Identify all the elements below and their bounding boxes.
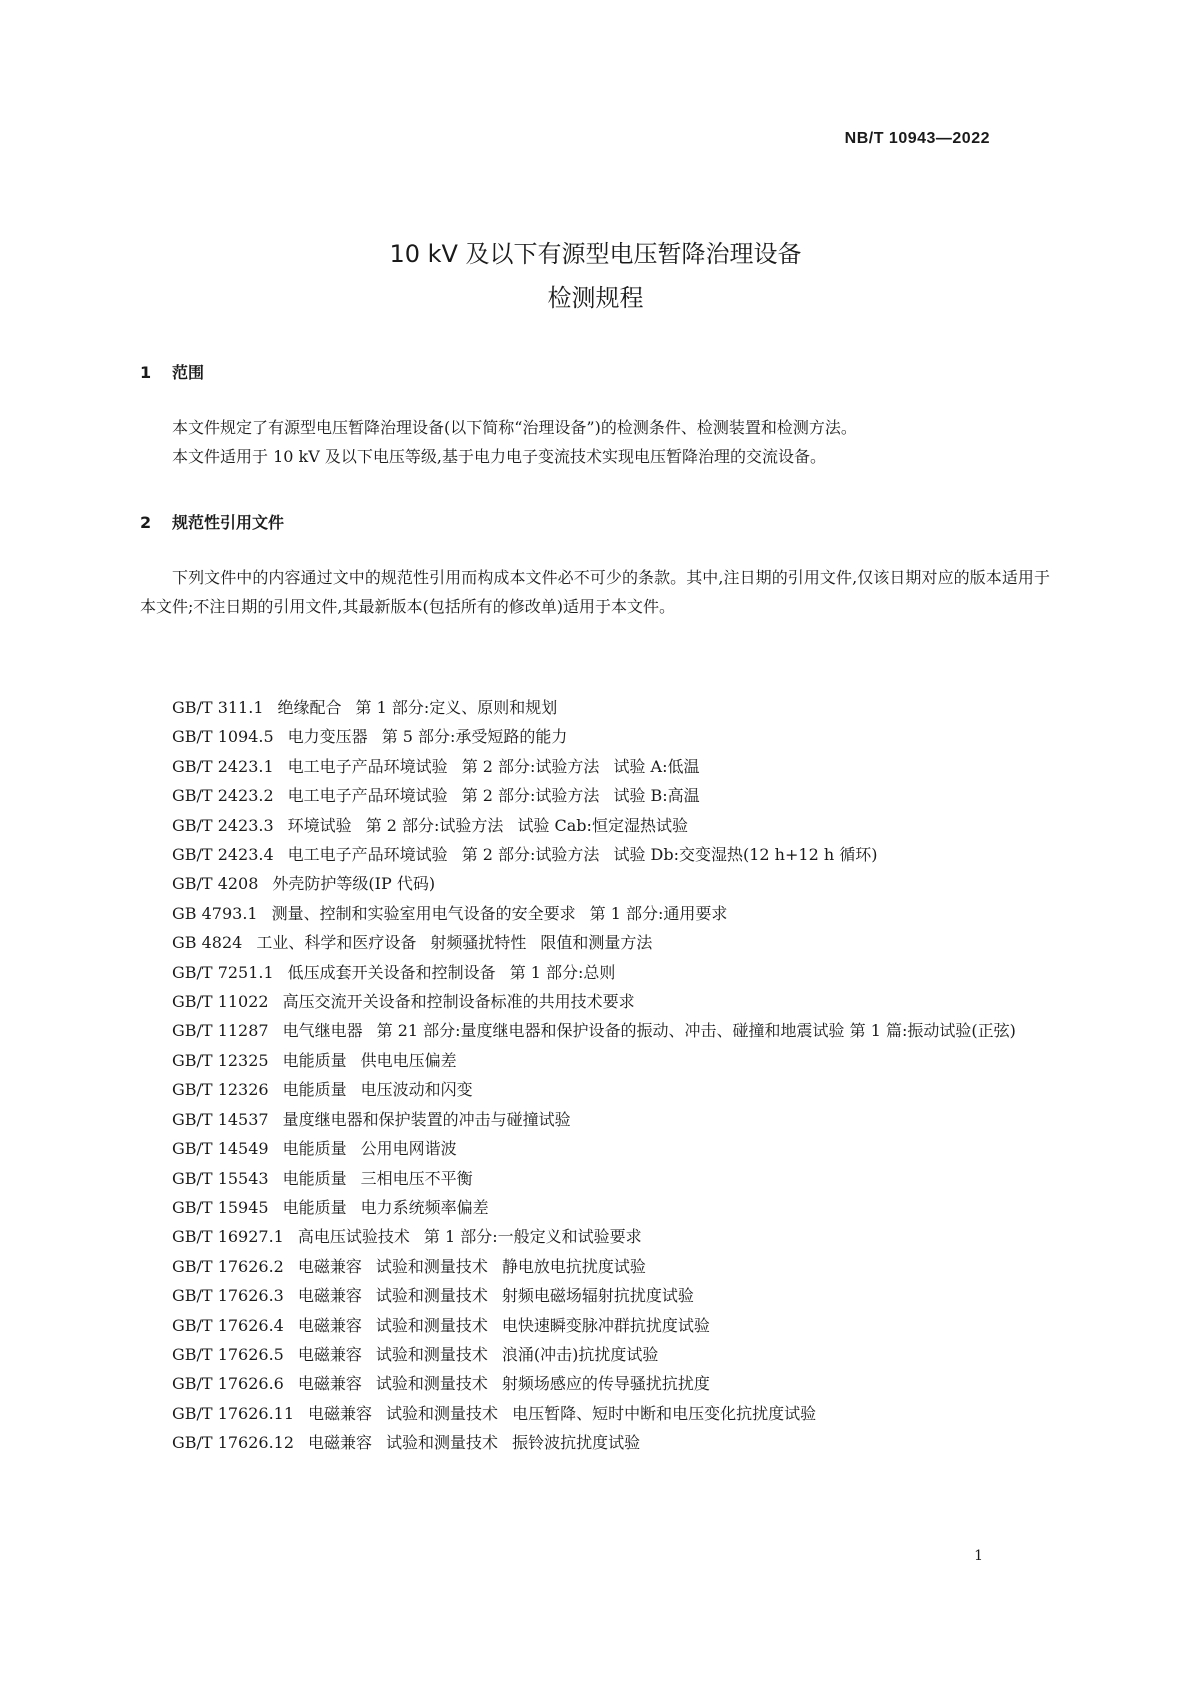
reference-item xyxy=(140,1222,1050,1251)
reference-title-part: 电工电子产品环境试验 xyxy=(287,756,448,776)
reference-code: GB/T 17626.11 xyxy=(172,1403,295,1423)
reference-item xyxy=(140,693,1050,722)
reference-item xyxy=(140,1252,1050,1281)
reference-title-part: 电工电子产品环境试验 xyxy=(287,845,448,865)
reference-item xyxy=(140,1369,1050,1398)
reference-code: GB/T 2423.3 xyxy=(172,815,274,835)
reference-item xyxy=(140,1046,1050,1075)
section-heading-scope xyxy=(140,360,204,383)
reference-title-part: 电能质量 xyxy=(282,1197,347,1217)
reference-title-part: 电气继电器 xyxy=(282,1021,363,1041)
reference-title-part: 电快速瞬变脉冲群抗扰度试验 xyxy=(501,1315,710,1335)
reference-title-part: 试验和测量技术 xyxy=(375,1344,488,1364)
reference-title-part: 试验和测量技术 xyxy=(375,1256,488,1276)
reference-title-part: 第 2 部分:试验方法 xyxy=(461,845,600,865)
reference-code: GB/T 7251.1 xyxy=(172,962,274,982)
reference-title-part: 静电放电抗扰度试验 xyxy=(501,1256,646,1276)
reference-item xyxy=(140,1016,1050,1045)
reference-title-part: 第 1 部分:定义、原则和规划 xyxy=(355,698,558,717)
reference-title-part: 电能质量 xyxy=(282,1139,347,1159)
reference-code: GB/T 11287 xyxy=(172,1021,269,1041)
reference-title-part: 供电电压偏差 xyxy=(360,1050,457,1070)
reference-title-part: 限值和测量方法 xyxy=(540,933,653,953)
reference-title-part: 电磁兼容 xyxy=(297,1286,362,1306)
reference-code: GB/T 1094.5 xyxy=(172,727,274,747)
reference-title-part: 试验和测量技术 xyxy=(375,1315,488,1335)
section-title: 规范性引用文件 xyxy=(172,513,285,532)
reference-title-part: 试验 Db:交变湿热(12 h+12 h 循环) xyxy=(613,845,878,865)
reference-item xyxy=(140,1075,1050,1104)
reference-item xyxy=(140,1428,1050,1457)
section-number: 2 xyxy=(140,513,152,532)
reference-code: GB/T 17626.12 xyxy=(172,1433,295,1453)
reference-title-part: 公用电网谐波 xyxy=(360,1139,457,1159)
reference-title-part: 高电压试验技术 xyxy=(297,1227,410,1247)
reference-item xyxy=(140,987,1050,1016)
reference-item xyxy=(140,1164,1050,1193)
reference-code: GB/T 2423.1 xyxy=(172,756,274,776)
references-intro-paragraph: 下列文件中的内容通过文中的规范性引用而构成本文件必不可少的条款。其中,注日期的引用文件,仅该日期对应的版本适用于本文件;不注日期的引用文件,其最新版本(包括所有的修改单)适用于本文件。 xyxy=(140,568,1050,616)
reference-code: GB/T 17626.4 xyxy=(172,1315,284,1335)
reference-title-part: 第 2 部分:试验方法 xyxy=(365,815,504,835)
reference-title-part: 试验和测量技术 xyxy=(386,1403,499,1423)
section-heading-normative-references xyxy=(140,510,284,533)
reference-item xyxy=(140,722,1050,751)
reference-item xyxy=(140,781,1050,810)
section-title: 范围 xyxy=(172,363,205,382)
reference-item xyxy=(140,869,1050,898)
reference-item xyxy=(140,1193,1050,1222)
reference-title-part: 绝缘配合 xyxy=(277,698,342,717)
reference-title-part: 试验 Cab:恒定湿热试验 xyxy=(517,815,688,835)
reference-title-part: 电磁兼容 xyxy=(297,1374,362,1394)
reference-code: GB/T 16927.1 xyxy=(172,1227,284,1247)
reference-title-part: 环境试验 xyxy=(287,815,352,835)
reference-item xyxy=(140,1399,1050,1428)
reference-title-part: 第 2 部分:试验方法 xyxy=(461,786,600,806)
reference-title-part: 射频电磁场辐射抗扰度试验 xyxy=(501,1286,694,1306)
reference-code: GB/T 2423.4 xyxy=(172,845,274,865)
reference-item xyxy=(140,1311,1050,1340)
reference-code: GB/T 17626.3 xyxy=(172,1286,284,1306)
reference-code: GB/T 17626.5 xyxy=(172,1344,284,1364)
reference-code: GB/T 2423.2 xyxy=(172,786,274,806)
reference-title-part: 第 5 部分:承受短路的能力 xyxy=(381,727,568,747)
reference-code: GB/T 17626.2 xyxy=(172,1256,284,1276)
reference-code: GB/T 12325 xyxy=(172,1050,269,1070)
reference-title-part: 第 2 部分:试验方法 xyxy=(461,756,600,776)
title-line-2: 检测规程 xyxy=(547,284,644,312)
reference-title-part: 外壳防护等级(IP 代码) xyxy=(272,874,436,894)
reference-item xyxy=(140,1134,1050,1163)
reference-item xyxy=(140,899,1050,928)
title-line-1: 10 kV 及以下有源型电压暂降治理设备 xyxy=(389,240,802,268)
reference-title-part: 电能质量 xyxy=(282,1080,347,1100)
reference-code: GB/T 15543 xyxy=(172,1168,269,1188)
reference-code: GB/T 11022 xyxy=(172,992,269,1012)
section-number: 1 xyxy=(140,363,152,382)
reference-item xyxy=(140,840,1050,869)
page-number: 1 xyxy=(974,1548,983,1564)
reference-title-part: 电磁兼容 xyxy=(308,1403,373,1423)
reference-title-part: 试验 A:低温 xyxy=(613,756,700,776)
reference-title-part: 电力系统频率偏差 xyxy=(360,1197,489,1217)
reference-title-part: 电压波动和闪变 xyxy=(360,1080,473,1100)
reference-list xyxy=(140,693,1050,1458)
reference-code: GB/T 17626.6 xyxy=(172,1374,284,1394)
reference-item xyxy=(140,1281,1050,1310)
reference-title-part: 试验和测量技术 xyxy=(375,1286,488,1306)
reference-title-part: 第 1 部分:一般定义和试验要求 xyxy=(423,1227,642,1247)
reference-title-part: 电能质量 xyxy=(282,1050,347,1070)
reference-title-part: 振铃波抗扰度试验 xyxy=(512,1433,641,1453)
reference-item xyxy=(140,958,1050,987)
reference-item xyxy=(140,752,1050,781)
reference-code: GB 4824 xyxy=(172,933,243,953)
reference-code: GB/T 12326 xyxy=(172,1080,269,1100)
reference-title-part: 试验 B:高温 xyxy=(613,786,700,806)
reference-title-part: 电磁兼容 xyxy=(297,1315,362,1335)
reference-title-part: 第 1 部分:总则 xyxy=(509,962,616,982)
reference-title-part: 电工电子产品环境试验 xyxy=(287,786,448,806)
reference-title-part: 三相电压不平衡 xyxy=(360,1168,473,1188)
reference-title-part: 电磁兼容 xyxy=(297,1256,362,1276)
reference-title-part: 第 21 部分:量度继电器和保护设备的振动、冲击、碰撞和地震试验 第 1 篇:振动试验(正弦) xyxy=(376,1021,1016,1041)
reference-item xyxy=(140,928,1050,957)
reference-item xyxy=(140,1340,1050,1369)
reference-title-part: 量度继电器和保护装置的冲击与碰撞试验 xyxy=(282,1109,571,1129)
reference-title-part: 射频场感应的传导骚扰抗扰度 xyxy=(501,1374,710,1394)
reference-item xyxy=(140,811,1050,840)
scope-paragraph-2: 本文件适用于 10 kV 及以下电压等级,基于电力电子变流技术实现电压暂降治理的交流设备。 xyxy=(172,447,826,466)
reference-item xyxy=(140,1105,1050,1134)
reference-title-part: 电磁兼容 xyxy=(308,1433,373,1453)
reference-code: GB/T 311.1 xyxy=(172,698,264,717)
reference-title-part: 射频骚扰特性 xyxy=(430,933,527,953)
reference-code: GB/T 15945 xyxy=(172,1197,269,1217)
reference-code: GB/T 4208 xyxy=(172,874,259,894)
scope-paragraph-1: 本文件规定了有源型电压暂降治理设备(以下简称“治理设备”)的检测条件、检测装置和检测方法。 xyxy=(172,418,857,437)
reference-title-part: 试验和测量技术 xyxy=(375,1374,488,1394)
reference-title-part: 试验和测量技术 xyxy=(386,1433,499,1453)
reference-title-part: 电能质量 xyxy=(282,1168,347,1188)
standard-code: NB/T 10943—2022 xyxy=(844,130,990,147)
reference-title-part: 第 1 部分:通用要求 xyxy=(589,903,728,923)
reference-code: GB/T 14549 xyxy=(172,1139,269,1159)
reference-title-part: 低压成套开关设备和控制设备 xyxy=(287,962,496,982)
reference-title-part: 电磁兼容 xyxy=(297,1344,362,1364)
reference-title-part: 高压交流开关设备和控制设备标准的共用技术要求 xyxy=(282,992,635,1012)
reference-title-part: 工业、科学和医疗设备 xyxy=(256,933,417,953)
reference-code: GB/T 14537 xyxy=(172,1109,269,1129)
reference-code: GB 4793.1 xyxy=(172,903,258,923)
document-title xyxy=(0,232,1191,320)
reference-title-part: 电压暂降、短时中断和电压变化抗扰度试验 xyxy=(512,1403,817,1423)
reference-title-part: 测量、控制和实验室用电气设备的安全要求 xyxy=(271,903,576,923)
reference-title-part: 电力变压器 xyxy=(287,727,368,747)
reference-title-part: 浪涌(冲击)抗扰度试验 xyxy=(501,1344,659,1364)
